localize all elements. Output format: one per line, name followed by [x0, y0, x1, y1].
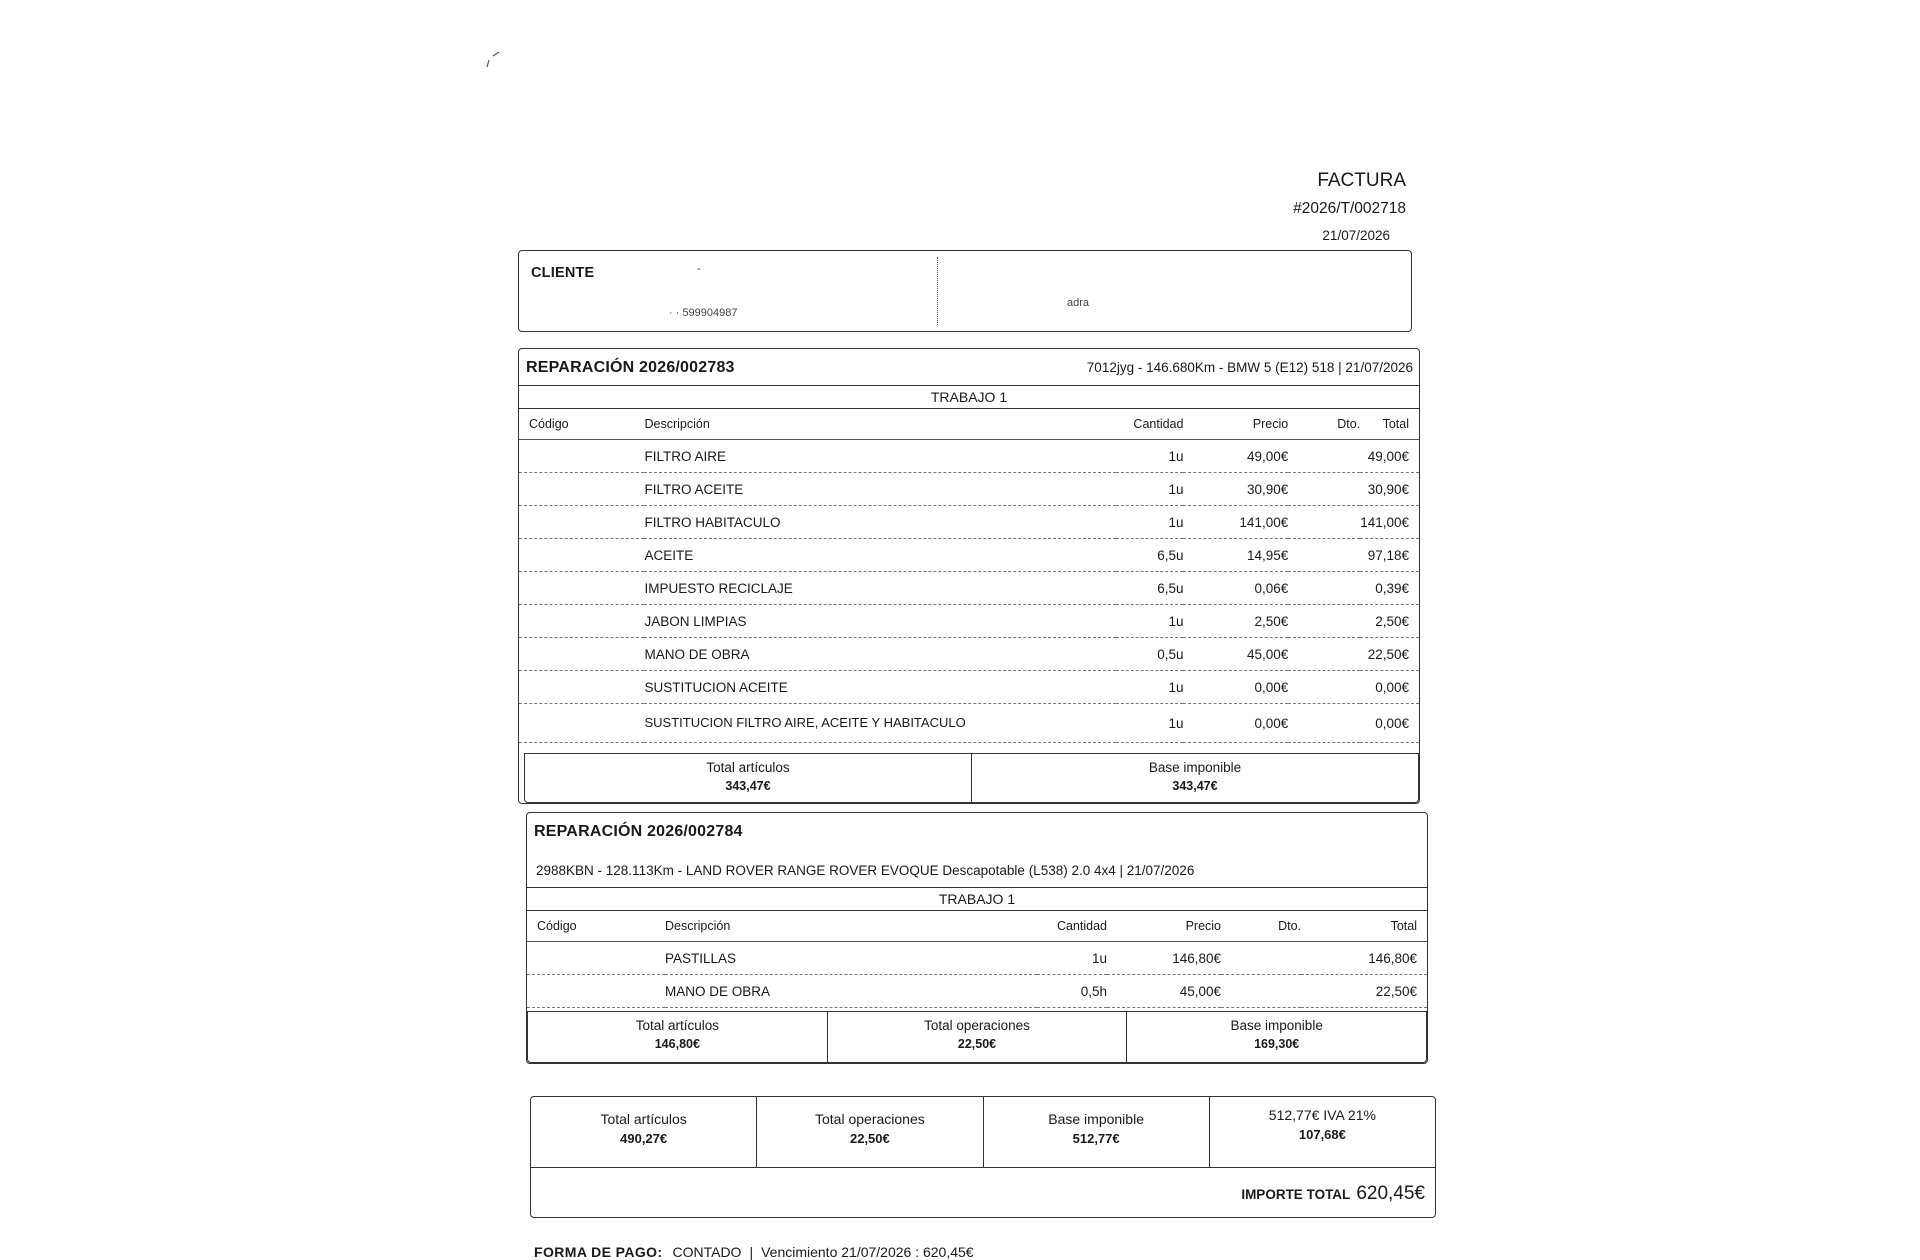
cell-quantity: 0,5h	[1037, 975, 1107, 1008]
cell-code	[519, 671, 644, 704]
col-quantity: Cantidad	[1116, 409, 1183, 440]
cell-quantity: 1u	[1037, 942, 1107, 975]
table-row	[519, 638, 1419, 671]
table-row	[519, 704, 1419, 743]
table-row	[519, 440, 1419, 473]
col-code: Código	[519, 409, 644, 440]
cell-discount	[1288, 671, 1360, 704]
cell-price: 49,00€	[1183, 440, 1288, 473]
summary-total-operations	[828, 1012, 1128, 1062]
grand-total	[1241, 1183, 1425, 1205]
repair-section-2	[526, 812, 1428, 1064]
cell-code	[527, 975, 665, 1008]
col-description: Descripción	[644, 409, 1116, 440]
summary-total-articles	[525, 754, 972, 802]
col-total: Total	[1301, 911, 1427, 942]
client-divider	[937, 257, 938, 325]
document-title: FACTURA	[1317, 170, 1406, 191]
cell-description: FILTRO HABITACULO	[644, 506, 1116, 539]
invoice-date: 21/07/2026	[1322, 228, 1390, 243]
summary-total-articles	[528, 1012, 828, 1062]
repair-vehicle: 7012jyg - 146.680Km - BMW 5 (E12) 518 | 21/07/2026	[1086, 360, 1413, 375]
cell-code	[519, 572, 644, 605]
cell-price: 45,00€	[1183, 638, 1288, 671]
table-row	[519, 539, 1419, 572]
client-box	[518, 250, 1412, 332]
cell-code	[519, 473, 644, 506]
vat-cell	[1210, 1097, 1435, 1167]
cell-code	[519, 704, 644, 743]
client-label: CLIENTE	[531, 265, 595, 281]
cell-total: 22,50€	[1301, 975, 1427, 1008]
summary-value: 146,80€	[654, 1037, 700, 1051]
cell-discount	[1288, 605, 1360, 638]
summary-label: Total artículos	[706, 760, 790, 775]
cell-total: 0,00€	[1360, 671, 1419, 704]
cell-price: 2,50€	[1183, 605, 1288, 638]
line-items-table	[519, 409, 1419, 743]
repair-title: REPARACIÓN 2026/002783	[526, 359, 735, 376]
payment-label: FORMA DE PAGO:	[534, 1244, 663, 1260]
total-value: 512,77€	[1072, 1131, 1120, 1146]
col-discount: Dto.	[1221, 911, 1301, 942]
summary-label: Total artículos	[635, 1018, 719, 1033]
repair-section-1	[518, 348, 1420, 804]
cell-total: 49,00€	[1360, 440, 1419, 473]
cell-code	[527, 942, 665, 975]
cell-price: 141,00€	[1183, 506, 1288, 539]
cell-description: PASTILLAS	[665, 942, 1037, 975]
cell-price: 30,90€	[1183, 473, 1288, 506]
summary-value: 343,47€	[1172, 779, 1218, 793]
summary-label: Total operaciones	[924, 1018, 1030, 1033]
cell-code	[519, 506, 644, 539]
cell-discount	[1288, 539, 1360, 572]
total-label: Base imponible	[1048, 1111, 1144, 1127]
cell-discount	[1288, 506, 1360, 539]
repair-summary	[527, 1011, 1427, 1063]
table-row	[519, 506, 1419, 539]
repair-header	[519, 349, 1419, 386]
cell-price: 0,00€	[1183, 671, 1288, 704]
client-fragment-right: adra	[1067, 297, 1090, 309]
cell-discount	[1221, 975, 1301, 1008]
client-fragment-phone: · · 599904987	[669, 307, 738, 319]
cell-total: 0,00€	[1360, 704, 1419, 743]
job-title: TRABAJO 1	[527, 887, 1427, 911]
grand-total-label: IMPORTE TOTAL	[1241, 1187, 1351, 1202]
repair-title: REPARACIÓN 2026/002784	[534, 823, 743, 840]
cell-price: 45,00€	[1107, 975, 1221, 1008]
cell-description: SUSTITUCION FILTRO AIRE, ACEITE Y HABITACULO	[644, 704, 1116, 743]
cell-price: 0,00€	[1183, 704, 1288, 743]
cell-quantity: 0,5u	[1116, 638, 1183, 671]
pen-mark	[484, 50, 502, 70]
payment-separator: |	[749, 1244, 754, 1260]
table-row	[519, 473, 1419, 506]
summary-value: 22,50€	[957, 1037, 997, 1051]
summary-value: 343,47€	[725, 779, 771, 793]
repair-summary	[524, 753, 1419, 803]
summary-tax-base	[1127, 1012, 1426, 1062]
table-header-row	[527, 911, 1427, 942]
grand-totals-box	[530, 1096, 1436, 1218]
cell-total: 146,80€	[1301, 942, 1427, 975]
client-fragment-dash: -	[697, 263, 701, 275]
col-code: Código	[527, 911, 665, 942]
repair-vehicle: 2988KBN - 128.113Km - LAND ROVER RANGE ROVER EVOQUE Descapotable (L538) 2.0 4x4 | 21/07/2026	[536, 863, 1195, 878]
table-row	[519, 572, 1419, 605]
col-discount: Dto.	[1288, 409, 1360, 440]
payment-due: Vencimiento 21/07/2026 : 620,45€	[761, 1244, 974, 1260]
job-title: TRABAJO 1	[519, 386, 1419, 409]
col-total: Total	[1360, 409, 1419, 440]
invoice-number: #2026/T/002718	[1293, 200, 1406, 217]
cell-code	[519, 605, 644, 638]
cell-description: SUSTITUCION ACEITE	[644, 671, 1116, 704]
cell-discount	[1288, 473, 1360, 506]
cell-code	[519, 638, 644, 671]
cell-discount	[1288, 638, 1360, 671]
totals-row	[531, 1097, 1435, 1168]
total-value: 22,50€	[849, 1131, 890, 1146]
cell-price: 146,80€	[1107, 942, 1221, 975]
col-price: Precio	[1107, 911, 1221, 942]
table-header-row	[519, 409, 1419, 440]
cell-description: IMPUESTO RECICLAJE	[644, 572, 1116, 605]
line-items-table	[527, 911, 1427, 1008]
table-row	[527, 942, 1427, 975]
cell-total: 141,00€	[1360, 506, 1419, 539]
cell-description: JABON LIMPIAS	[644, 605, 1116, 638]
cell-price: 0,06€	[1183, 572, 1288, 605]
cell-price: 14,95€	[1183, 539, 1288, 572]
cell-quantity: 1u	[1116, 473, 1183, 506]
total-value: 107,68€	[1298, 1127, 1346, 1142]
cell-code	[519, 539, 644, 572]
cell-description: FILTRO AIRE	[644, 440, 1116, 473]
cell-quantity: 6,5u	[1116, 572, 1183, 605]
cell-code	[519, 440, 644, 473]
table-row	[527, 975, 1427, 1008]
cell-description: FILTRO ACEITE	[644, 473, 1116, 506]
table-row	[519, 671, 1419, 704]
cell-total: 0,39€	[1360, 572, 1419, 605]
payment-line	[534, 1244, 974, 1260]
cell-discount	[1288, 704, 1360, 743]
cell-discount	[1288, 572, 1360, 605]
col-price: Precio	[1183, 409, 1288, 440]
summary-label: Base imponible	[1230, 1018, 1323, 1033]
cell-quantity: 1u	[1116, 605, 1183, 638]
cell-quantity: 6,5u	[1116, 539, 1183, 572]
cell-total: 22,50€	[1360, 638, 1419, 671]
col-description: Descripción	[665, 911, 1037, 942]
cell-quantity: 1u	[1116, 506, 1183, 539]
cell-description: MANO DE OBRA	[665, 975, 1037, 1008]
cell-quantity: 1u	[1116, 704, 1183, 743]
cell-quantity: 1u	[1116, 440, 1183, 473]
tax-base-cell	[984, 1097, 1210, 1167]
cell-description: MANO DE OBRA	[644, 638, 1116, 671]
payment-method: CONTADO	[672, 1244, 742, 1260]
cell-discount	[1288, 440, 1360, 473]
total-value: 490,27€	[620, 1131, 668, 1146]
total-articles-cell	[531, 1097, 757, 1167]
cell-total: 2,50€	[1360, 605, 1419, 638]
summary-tax-base	[972, 754, 1418, 802]
cell-description: ACEITE	[644, 539, 1116, 572]
total-label: 512,77€ IVA 21%	[1268, 1107, 1376, 1123]
table-row	[519, 605, 1419, 638]
col-quantity: Cantidad	[1037, 911, 1107, 942]
total-label: Total artículos	[600, 1111, 687, 1127]
cell-discount	[1221, 942, 1301, 975]
summary-value: 169,30€	[1254, 1037, 1300, 1051]
grand-total-value: 620,45€	[1356, 1183, 1425, 1204]
summary-label: Base imponible	[1148, 760, 1242, 775]
cell-total: 97,18€	[1360, 539, 1419, 572]
cell-quantity: 1u	[1116, 671, 1183, 704]
total-label: Total operaciones	[815, 1111, 925, 1127]
cell-total: 30,90€	[1360, 473, 1419, 506]
total-operations-cell	[757, 1097, 983, 1167]
